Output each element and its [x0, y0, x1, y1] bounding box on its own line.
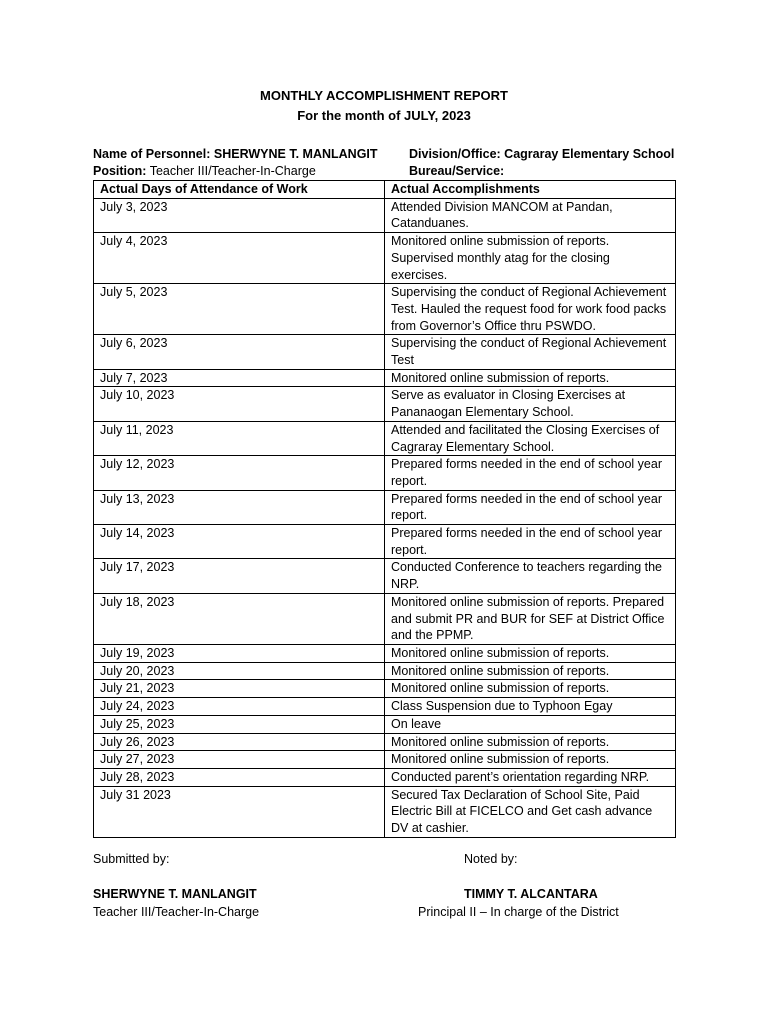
attendance-date: July 10, 2023 — [94, 387, 385, 421]
table-body — [94, 198, 676, 837]
division-label: Division/Office: — [409, 147, 501, 161]
table-row — [94, 456, 676, 490]
accomplishment-text: Supervising the conduct of Regional Achievement Test. Hauled the request food for work food packs from Governor’s Office thru PSWDO. — [385, 284, 676, 335]
accomplishment-text: Conducted Conference to teachers regarding the NRP. — [385, 559, 676, 593]
table-row — [94, 593, 676, 644]
table-row — [94, 698, 676, 716]
table-row — [94, 284, 676, 335]
noted-by-position: Principal II – In charge of the District — [418, 905, 619, 919]
table-row — [94, 768, 676, 786]
accomplishment-text: Monitored online submission of reports. — [385, 733, 676, 751]
attendance-date: July 3, 2023 — [94, 198, 385, 232]
table-row — [94, 733, 676, 751]
attendance-date: July 25, 2023 — [94, 715, 385, 733]
accomplishment-table — [93, 180, 676, 838]
attendance-date: July 19, 2023 — [94, 644, 385, 662]
attendance-date: July 12, 2023 — [94, 456, 385, 490]
accomplishment-text: Secured Tax Declaration of School Site, Paid Electric Bill at FICELCO and Get cash advance DV at cashier. — [385, 786, 676, 837]
table-row — [94, 786, 676, 837]
accomplishment-text: Monitored online submission of reports. — [385, 751, 676, 769]
attendance-date: July 6, 2023 — [94, 335, 385, 369]
accomplishment-text: Supervising the conduct of Regional Achievement Test — [385, 335, 676, 369]
submitted-by-label: Submitted by: — [93, 852, 170, 866]
table-header-row — [94, 181, 676, 199]
division-value: Cagraray Elementary School — [504, 147, 675, 161]
table-row — [94, 335, 676, 369]
noted-by-label: Noted by: — [464, 852, 518, 866]
attendance-date: July 7, 2023 — [94, 369, 385, 387]
accomplishment-text: Class Suspension due to Typhoon Egay — [385, 698, 676, 716]
name-label: Name of Personnel: — [93, 147, 211, 161]
accomplishment-text: Conducted parent’s orientation regarding NRP. — [385, 768, 676, 786]
accomplishment-text: Attended and facilitated the Closing Exercises of Cagraray Elementary School. — [385, 421, 676, 455]
attendance-date: July 28, 2023 — [94, 768, 385, 786]
attendance-date: July 17, 2023 — [94, 559, 385, 593]
accomplishment-text: Attended Division MANCOM at Pandan, Catanduanes. — [385, 198, 676, 232]
accomplishment-text: Prepared forms needed in the end of school year report. — [385, 456, 676, 490]
attendance-date: July 13, 2023 — [94, 490, 385, 524]
table-row — [94, 715, 676, 733]
table-row — [94, 490, 676, 524]
table-row — [94, 233, 676, 284]
table-row — [94, 369, 676, 387]
accomplishment-text: Monitored online submission of reports. — [385, 662, 676, 680]
name-value: SHERWYNE T. MANLANGIT — [213, 147, 378, 161]
column-header-days: Actual Days of Attendance of Work — [94, 181, 385, 199]
accomplishment-text: Prepared forms needed in the end of school year report. — [385, 525, 676, 559]
table-row — [94, 387, 676, 421]
table-row — [94, 559, 676, 593]
table-row — [94, 198, 676, 232]
position-label: Position: — [93, 164, 147, 178]
attendance-date: July 31 2023 — [94, 786, 385, 837]
personnel-name — [93, 146, 378, 163]
submitted-by-name: SHERWYNE T. MANLANGIT — [93, 887, 257, 901]
noted-by-name: TIMMY T. ALCANTARA — [464, 887, 598, 901]
table-row — [94, 680, 676, 698]
table-row — [94, 662, 676, 680]
table-row — [94, 751, 676, 769]
attendance-date: July 5, 2023 — [94, 284, 385, 335]
accomplishment-text: Serve as evaluator in Closing Exercises at Pananaogan Elementary School. — [385, 387, 676, 421]
accomplishment-text: On leave — [385, 715, 676, 733]
accomplishment-text: Monitored online submission of reports. — [385, 369, 676, 387]
accomplishment-text: Monitored online submission of reports. Supervised monthly atag for the closing exercises. — [385, 233, 676, 284]
accomplishment-text: Monitored online submission of reports. — [385, 644, 676, 662]
personnel-position — [93, 163, 316, 180]
report-subtitle: For the month of JULY, 2023 — [297, 108, 471, 123]
table-row — [94, 644, 676, 662]
attendance-date: July 11, 2023 — [94, 421, 385, 455]
attendance-date: July 24, 2023 — [94, 698, 385, 716]
attendance-date: July 26, 2023 — [94, 733, 385, 751]
attendance-date: July 4, 2023 — [94, 233, 385, 284]
accomplishment-text: Prepared forms needed in the end of school year report. — [385, 490, 676, 524]
attendance-date: July 14, 2023 — [94, 525, 385, 559]
position-value: Teacher III/Teacher-In-Charge — [149, 164, 316, 178]
bureau-label: Bureau/Service: — [409, 164, 505, 178]
column-header-accomplishments: Actual Accomplishments — [385, 181, 676, 199]
accomplishment-text: Monitored online submission of reports. — [385, 680, 676, 698]
submitted-by-position: Teacher III/Teacher-In-Charge — [93, 905, 260, 919]
table-row — [94, 525, 676, 559]
table-row — [94, 421, 676, 455]
report-title: MONTHLY ACCOMPLISHMENT REPORT — [260, 88, 508, 103]
attendance-date: July 27, 2023 — [94, 751, 385, 769]
accomplishment-text: Monitored online submission of reports. Prepared and submit PR and BUR for SEF at District Office and the PPMP. — [385, 593, 676, 644]
attendance-date: July 18, 2023 — [94, 593, 385, 644]
attendance-date: July 20, 2023 — [94, 662, 385, 680]
personnel-division — [409, 146, 674, 163]
attendance-date: July 21, 2023 — [94, 680, 385, 698]
